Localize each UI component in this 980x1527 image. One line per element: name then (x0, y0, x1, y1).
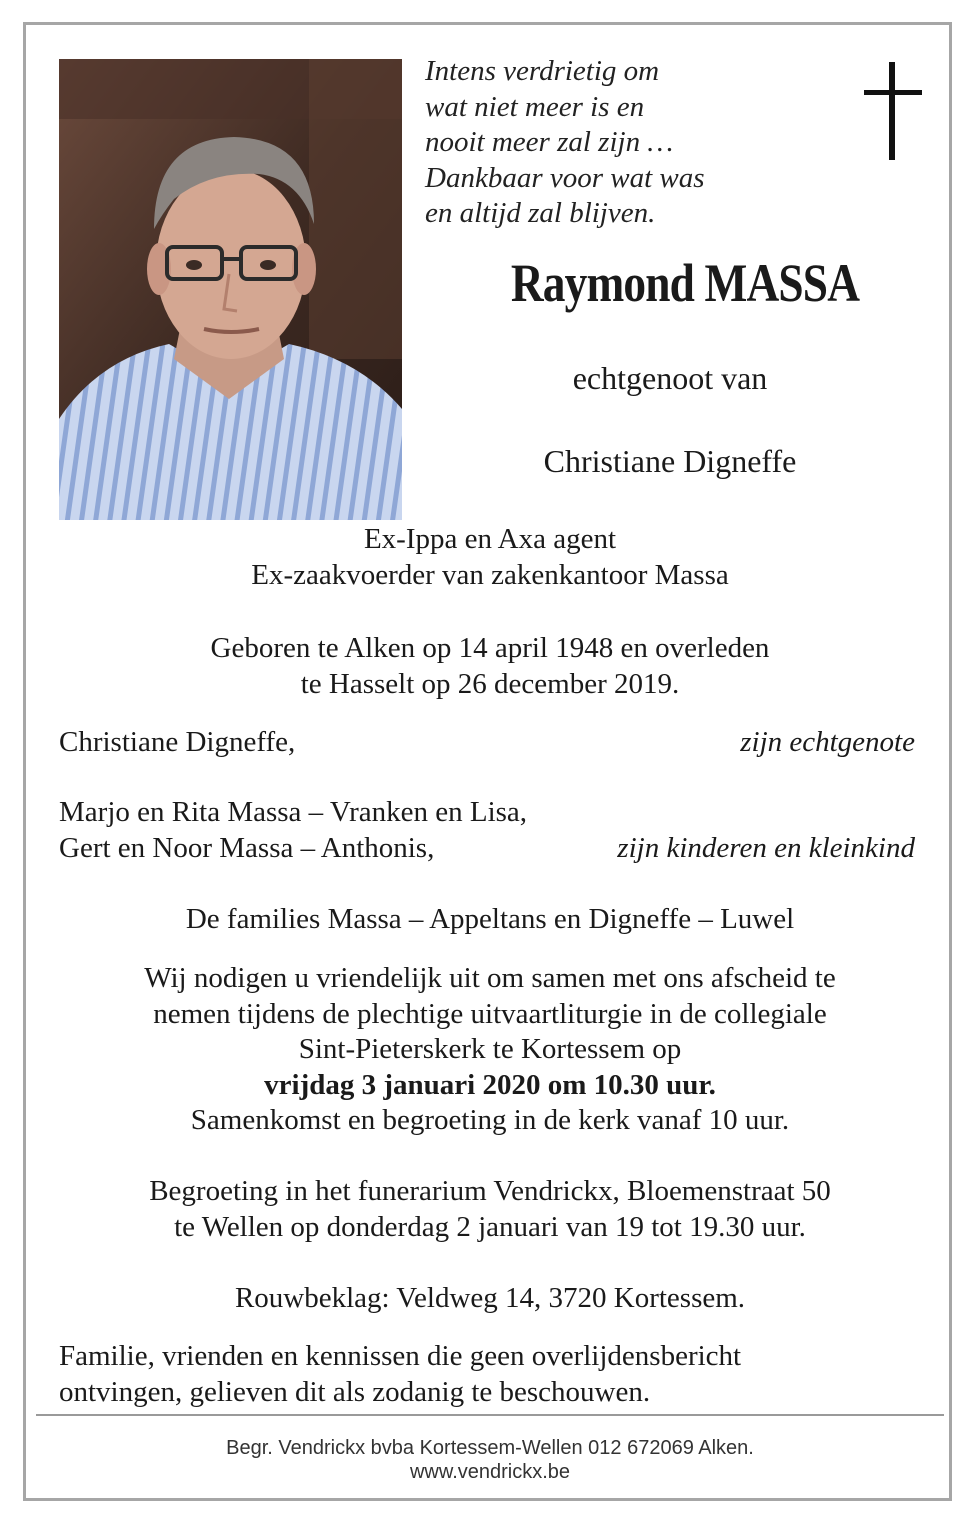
families-line: De families Massa – Appeltans en Digneffe – Luwel (185, 903, 795, 935)
career-line: Ex-Ippa en Axa agent (363, 523, 617, 555)
life-dates-block (40, 631, 940, 702)
footer-company: Begr. Vendrickx bvba Kortessem-Wellen 012 672069 Alken. (226, 1437, 754, 1459)
funeral-home-block (40, 1174, 940, 1245)
life-line: Geboren te Alken op 14 april 1948 en overleden (210, 632, 770, 664)
poem (425, 54, 825, 232)
footer (40, 1436, 940, 1484)
mourner-spouse-relation: zijn echtgenote (740, 726, 915, 758)
invitation-line: nemen tijdens de plechtige uitvaartliturgie in de collegiale (153, 997, 827, 1030)
poem-line: Dankbaar voor wat was (425, 161, 705, 194)
invitation-line: Wij nodigen u vriendelijk uit om samen met ons afscheid te (144, 962, 836, 994)
cross-icon (864, 62, 922, 160)
spouse-intro: echtgenoot van (572, 360, 768, 396)
poem-line: Intens verdrietig om (425, 55, 660, 87)
invitation-line: Sint-Pieterskerk te Kortessem op (298, 1033, 682, 1065)
invitation-block (40, 961, 940, 1139)
funeral-home-line: te Wellen op donderdag 2 januari van 19 tot 19.30 uur. (174, 1210, 806, 1243)
poem-line: en altijd zal blijven. (425, 197, 656, 229)
footer-website[interactable]: www.vendrickx.be (409, 1461, 571, 1483)
condolence-address: Rouwbeklag: Veldweg 14, 3720 Kortessem. (234, 1282, 746, 1314)
mourner-spouse-row (59, 725, 915, 761)
gathering-line: Samenkomst en begroeting in de kerk vanaf 10 uur. (190, 1104, 790, 1136)
mourner-children-relation: zijn kinderen en kleinkind (617, 831, 915, 864)
poem-line: wat niet meer is en (425, 90, 645, 123)
funeral-home-line: Begroeting in het funerarium Vendrickx, Bloemenstraat 50 (149, 1175, 831, 1207)
footer-divider (36, 1414, 944, 1416)
career-line: Ex-zaakvoerder van zakenkantoor Massa (251, 558, 729, 591)
spouse-name: Christiane Digneffe (543, 443, 797, 479)
mourner-children-line: Gert en Noor Massa – Anthonis, (59, 831, 435, 864)
poem-line: nooit meer zal zijn … (425, 126, 674, 158)
portrait-photo (59, 59, 402, 520)
life-line: te Hasselt op 26 december 2019. (300, 667, 680, 700)
service-datetime: vrijdag 3 januari 2020 om 10.30 uur. (264, 1068, 716, 1101)
mourner-children-block (59, 795, 915, 866)
deceased-name: Raymond MASSA (510, 253, 860, 313)
mourner-children-line: Marjo en Rita Massa – Vranken en Lisa, (59, 796, 528, 828)
closing-line: ontvingen, gelieven dit als zodanig te beschouwen. (59, 1375, 651, 1408)
career-block (40, 522, 940, 593)
closing-line: Familie, vrienden en kennissen die geen overlijdensbericht (59, 1340, 742, 1372)
mourner-spouse-name: Christiane Digneffe, (59, 726, 296, 758)
closing-block (59, 1339, 741, 1410)
